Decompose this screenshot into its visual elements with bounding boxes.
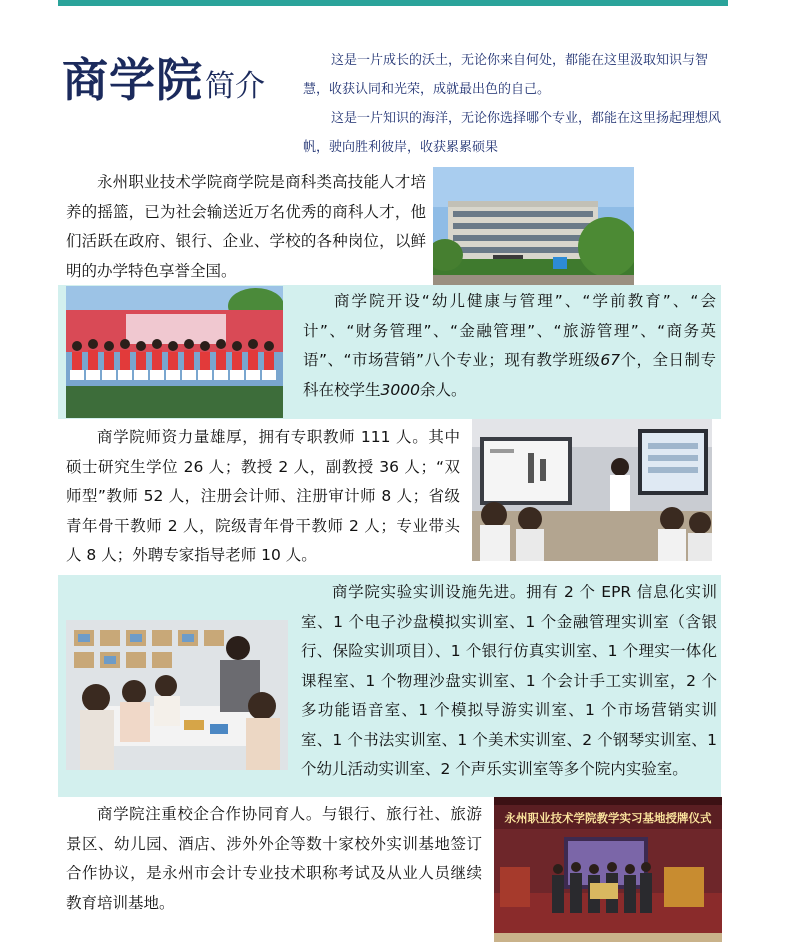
performance-photo	[66, 286, 283, 418]
majors-paragraph	[303, 287, 716, 405]
ceremony-photo	[494, 797, 722, 942]
intro-line-1: 这是一片成长的沃土，无论你来自何处，都能在这里汲取知识与智慧，收获认同和光荣，成就最出色的自己。	[303, 53, 709, 97]
majors-text-c: 余人。	[419, 380, 467, 399]
intro-text	[303, 46, 723, 162]
cooperation-paragraph: 商学院注重校企合作协同育人。与银行、旅行社、旅游景区、幼儿园、酒店、涉外外企等数十家校外实训基地签订合作协议，是永州市会计专业技术职称考试及从业人员继续教育培训基地。	[66, 805, 482, 912]
art-class-photo	[66, 620, 288, 770]
student-count: 3000	[380, 380, 420, 399]
majors-text-a: 商学院开设“幼儿健康与管理”、“学前教育”、“会计”、“财务管理”、“金融管理”、“旅游管理”、“商务英语”、“市场营销”八个专业；现有教学班级	[303, 292, 716, 369]
title-sub: 简介	[205, 69, 265, 104]
building-photo	[433, 167, 634, 285]
labs-paragraph: 商学院实验实训设施先进。拥有 2 个 EPR 信息化实训室、1 个电子沙盘模拟实训室、1 个金融管理实训室（含银行、保险实训项目）、1 个银行仿真实训室、1 个理实一体化课程室、1 个物理沙盘实训室、1 个会计手工实训室，2 个多功能语音室、1 个模拟导游实训室、1 个市场营销实训室、1 个书法实训室、1 个美术实训室、2 个钢琴实训室、1 个幼儿活动实训室、2 个声乐实训室等多个院内实验室。	[301, 583, 717, 778]
title-main: 商学院	[62, 53, 203, 107]
majors-text-b: 个，全日制专科在校学生	[303, 351, 716, 399]
ceremony-banner: 永州职业技术学院教学实习基地授牌仪式	[504, 811, 712, 825]
top-accent-bar	[58, 0, 728, 6]
faculty-paragraph: 商学院师资力量雄厚，拥有专职教师 111 人。其中硕士研究生学位 26 人；教授 2 人，副教授 36 人；“双师型”教师 52 人，注册会计师、注册审计师 8 人；省级青年骨干教师 2 人，院级青年骨干教师 2 人；专业带头人 8 人；外聘专家指导老师 10 人。	[66, 428, 460, 564]
intro-line-2: 这是一片知识的海洋，无论你选择哪个专业，都能在这里扬起理想风帆，驶向胜利彼岸，收获累累硕果	[303, 111, 722, 155]
overview-paragraph: 永州职业技术学院商学院是商科类高技能人才培养的摇篮，已为社会输送近万名优秀的商科人才，他们活跃在政府、银行、企业、学校的各种岗位，以鲜明的办学特色享誉全国。	[66, 173, 426, 280]
class-count: 67	[600, 351, 621, 369]
page-title	[62, 44, 265, 110]
classroom-photo	[472, 419, 712, 561]
